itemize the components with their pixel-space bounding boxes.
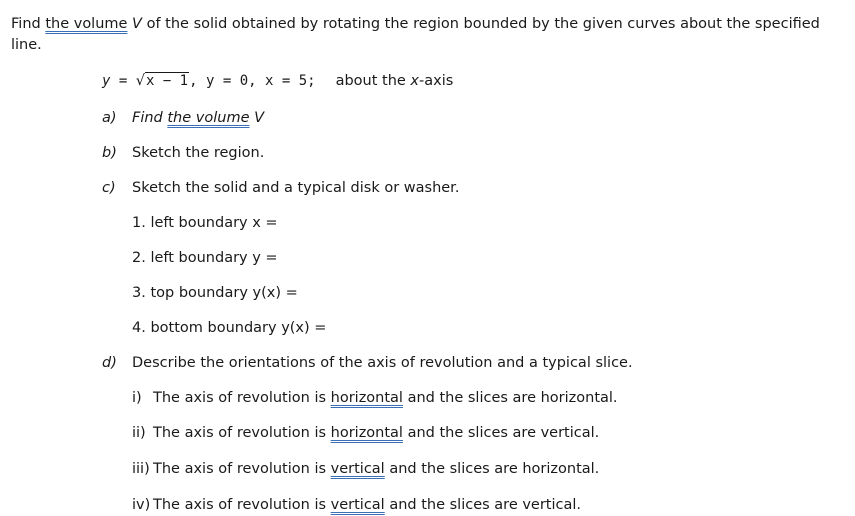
option-i-post: and the slices are horizontal. [402, 390, 618, 406]
option-iii-link[interactable]: vertical [330, 461, 385, 477]
problem-statement [11, 14, 849, 56]
part-b-text: Sketch the region. [132, 145, 265, 161]
boundary-left-y: 2. left boundary y = [132, 250, 278, 266]
option-i-pre: The axis of revolution is [153, 390, 331, 406]
part-c-text: Sketch the solid and a typical disk or washer. [132, 180, 460, 196]
option-iv-pre: The axis of revolution is [153, 497, 331, 513]
option-iii-post: and the slices are horizontal. [384, 461, 600, 477]
part-a-v: V [249, 110, 265, 126]
intro-v: V [127, 16, 142, 32]
intro-text-2: of the solid obtained by rotating the region bounded by the given curves about the specified line. [11, 16, 820, 53]
equation-line [102, 73, 453, 89]
part-a-text-1: Find [132, 110, 168, 126]
axis-suffix: -axis [419, 73, 454, 89]
option-iii-num: iii) [132, 461, 150, 477]
option-ii[interactable] [132, 425, 599, 441]
option-i-num: i) [132, 390, 142, 406]
option-ii-num: ii) [132, 425, 146, 441]
part-a-letter: a) [102, 110, 117, 126]
part-d-text: Describe the orientations of the axis of revolution and a typical slice. [132, 355, 633, 371]
option-ii-pre: The axis of revolution is [153, 425, 331, 441]
sqrt-expression [136, 73, 189, 89]
the-volume-link[interactable]: the volume [45, 16, 128, 32]
option-iv-post: and the slices are vertical. [384, 497, 582, 513]
part-c-letter: c) [102, 180, 116, 196]
equation-rest: , y = 0, x = 5; [189, 73, 316, 89]
option-ii-link[interactable]: horizontal [330, 425, 403, 441]
option-iii-pre: The axis of revolution is [153, 461, 331, 477]
option-iv-num: iv) [132, 497, 151, 513]
equation-y: y = [102, 73, 136, 89]
option-ii-post: and the slices are vertical. [402, 425, 600, 441]
option-iii[interactable] [132, 461, 599, 477]
option-iv[interactable] [132, 497, 581, 513]
part-b-letter: b) [102, 145, 117, 161]
part-a-volume-link[interactable]: the volume [167, 110, 250, 126]
part-a-text [132, 110, 264, 126]
about-label: about the [335, 73, 411, 89]
option-i[interactable] [132, 390, 618, 406]
part-d-letter: d) [102, 355, 117, 371]
radical-icon: √ [135, 73, 145, 89]
radicand: x − 1 [145, 73, 189, 89]
boundary-bottom-y: 4. bottom boundary y(x) = [132, 320, 327, 336]
axis-variable: x [410, 73, 420, 89]
option-iv-link[interactable]: vertical [330, 497, 385, 513]
intro-text-1: Find [11, 16, 46, 32]
option-i-link[interactable]: horizontal [330, 390, 403, 406]
boundary-top-y: 3. top boundary y(x) = [132, 285, 298, 301]
boundary-left-x: 1. left boundary x = [132, 215, 278, 231]
